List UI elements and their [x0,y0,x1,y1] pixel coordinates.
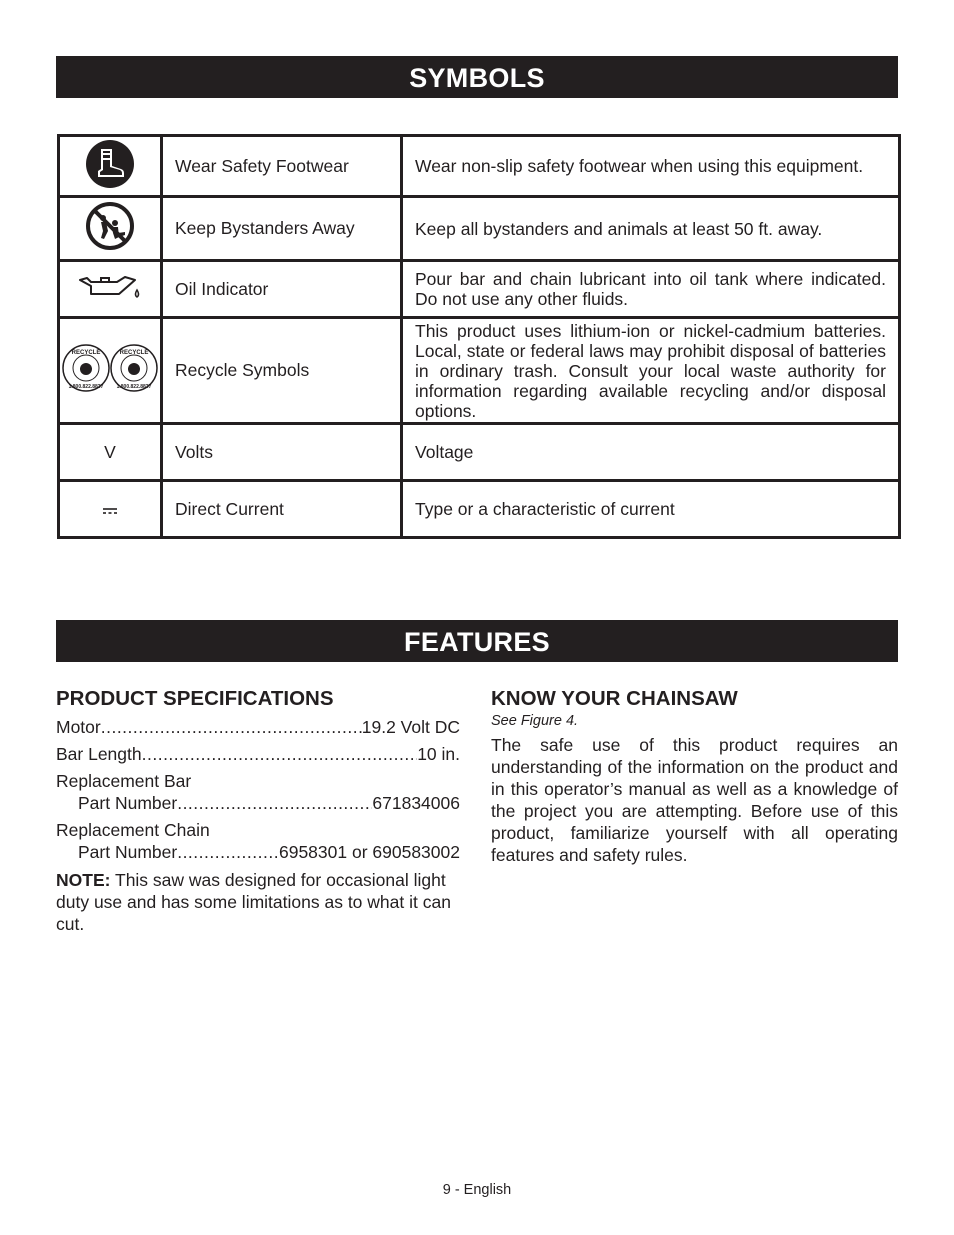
spec-value: 6958301 or 690583002 [278,842,460,862]
symbol-name: Keep Bystanders Away [162,197,402,261]
note-label: NOTE: [56,870,111,890]
spec-replacement-bar-label [56,770,460,792]
symbol-description: Voltage [402,424,900,481]
symbol-name: Wear Safety Footwear [162,136,402,197]
symbol-row [59,481,900,538]
spec-motor [56,716,460,738]
know-your-chainsaw-text: The safe use of this product requires an understanding of the information on the product and in this operator’s manual as well as a knowledge of the project you are attempting. Before use of this product, familiarize yourself with all operating features and safety rules. [491,735,898,865]
spec-label: Replacement Bar [56,771,192,791]
features-heading: FEATURES [56,620,898,662]
keep-bystanders-away-icon [59,197,162,261]
symbol-name: Oil Indicator [162,261,402,318]
symbol-description: Type or a characteristic of current [402,481,900,538]
spec-replacement-chain-label [56,819,460,841]
symbols-table [57,134,901,539]
spec-value: 10 in. [417,744,460,764]
spec-label: Bar Length [56,744,142,764]
know-your-chainsaw-section [491,686,898,866]
product-specifications-section [56,686,460,935]
symbol-row [59,261,900,318]
spec-value: 671834006 [372,793,460,813]
symbol-description: Keep all bystanders and animals at least 50 ft. away. [402,197,900,261]
spec-replacement-bar [56,792,460,814]
spec-label: Replacement Chain [56,820,210,840]
symbol-row [59,136,900,197]
seal-bottom-text: 1.800.822.8837 [116,384,152,390]
volts-symbol: V [59,424,162,481]
symbol-name: Recycle Symbols [162,318,402,424]
spec-note [56,869,460,935]
product-specifications-heading: PRODUCT SPECIFICATIONS [56,687,334,710]
symbol-row [59,318,900,424]
safety-footwear-icon [59,136,162,197]
spec-value: 19.2 Volt DC [361,717,460,737]
direct-current-icon [59,481,162,538]
symbol-description: Wear non-slip safety footwear when using this equipment. [402,136,900,197]
seal-bottom-text: 1.800.822.8837 [68,384,104,390]
seal-top-text: RECYCLE [119,350,149,356]
spec-bar-length [56,743,460,765]
symbols-heading: SYMBOLS [56,56,898,98]
symbol-description: This product uses lithium-ion or nickel-cadmium batteries. Local, state or federal laws may prohibit disposal of batteries in ordinary trash. Consult your local waste authority for information regarding available recycling and/or disposal options. [402,318,900,424]
page-footer: 9 - English [442,1182,512,1198]
spec-replacement-chain [56,841,460,863]
symbol-name: Direct Current [162,481,402,538]
know-your-chainsaw-heading: KNOW YOUR CHAINSAW [491,687,738,710]
seal-top-text: RECYCLE [71,350,101,356]
figure-reference: See Figure 4. [491,713,579,729]
note-text: This saw was designed for occasional light duty use and has some limitations as to what it can cut. [56,870,451,934]
symbol-row [59,197,900,261]
oil-can-icon [59,261,162,318]
symbol-description: Pour bar and chain lubricant into oil tank where indicated. Do not use any other fluids. [402,261,900,318]
spec-label: Part Number [78,793,178,813]
recycle-seal-icon [59,318,162,424]
spec-label: Motor [56,717,101,737]
symbol-row [59,424,900,481]
spec-label: Part Number [78,842,178,862]
symbol-name: Volts [162,424,402,481]
